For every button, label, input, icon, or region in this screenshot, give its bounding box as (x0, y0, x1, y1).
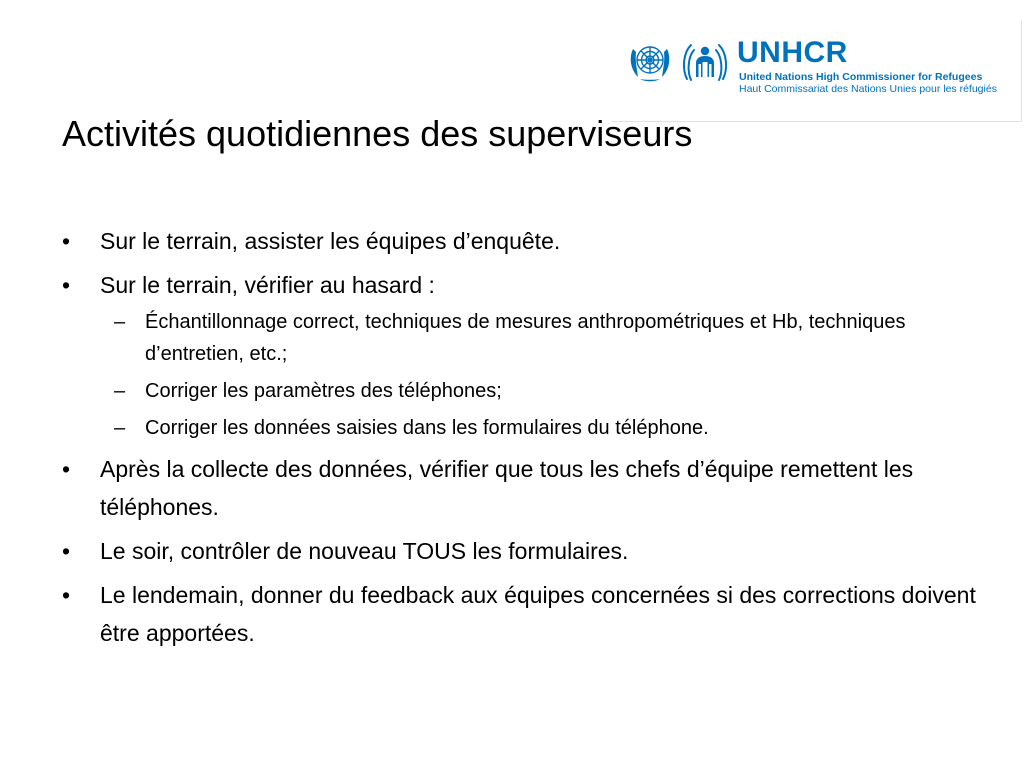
sub-bullet-mark: – (114, 380, 126, 402)
bullet-mark: • (62, 582, 71, 608)
bullet-text: Après la collecte des données, vérifier que tous les chefs d’équipe remettent les téléphones. (100, 456, 914, 520)
sub-bullet-mark: – (114, 311, 126, 333)
bullet-item (62, 450, 982, 526)
bullet-item (62, 532, 982, 570)
un-emblem-icon (627, 39, 673, 85)
sub-bullet-item (114, 412, 972, 444)
sub-bullet-text: Corriger les paramètres des téléphones; (145, 380, 502, 402)
bullet-list (62, 222, 982, 658)
sub-bullet-item (114, 375, 972, 407)
bullet-item (62, 222, 982, 260)
bullet-mark: • (62, 538, 71, 564)
brand-name: UNHCR (737, 36, 848, 69)
brand-full-name-en: United Nations High Commissioner for Refugees (739, 71, 983, 83)
sub-bullet-text: Échantillonnage correct, techniques de mesures anthropométriques et Hb, techniques d’entretien, etc.; (145, 311, 906, 365)
bullet-text: Le lendemain, donner du feedback aux équipes concernées si des corrections doivent être apportées. (100, 582, 976, 646)
bullet-text: Sur le terrain, vérifier au hasard : (100, 272, 435, 298)
sub-bullet-item (114, 306, 972, 370)
unhcr-emblem-icon (680, 39, 730, 85)
bullet-mark: • (62, 272, 71, 298)
bullet-mark: • (62, 228, 71, 254)
bullet-item (62, 266, 982, 444)
slide-title: Activités quotidiennes des superviseurs (62, 113, 693, 154)
sub-bullet-list (100, 306, 982, 444)
bullet-text: Le soir, contrôler de nouveau TOUS les formulaires. (100, 538, 629, 564)
bullet-mark: • (62, 456, 71, 482)
sub-bullet-text: Corriger les données saisies dans les formulaires du téléphone. (145, 417, 709, 439)
unhcr-logo (612, 20, 1022, 122)
bullet-item (62, 576, 982, 652)
bullet-text: Sur le terrain, assister les équipes d’enquête. (100, 228, 561, 254)
brand-full-name-fr: Haut Commissariat des Nations Unies pour les réfugiés (739, 83, 997, 95)
sub-bullet-mark: – (114, 417, 126, 439)
